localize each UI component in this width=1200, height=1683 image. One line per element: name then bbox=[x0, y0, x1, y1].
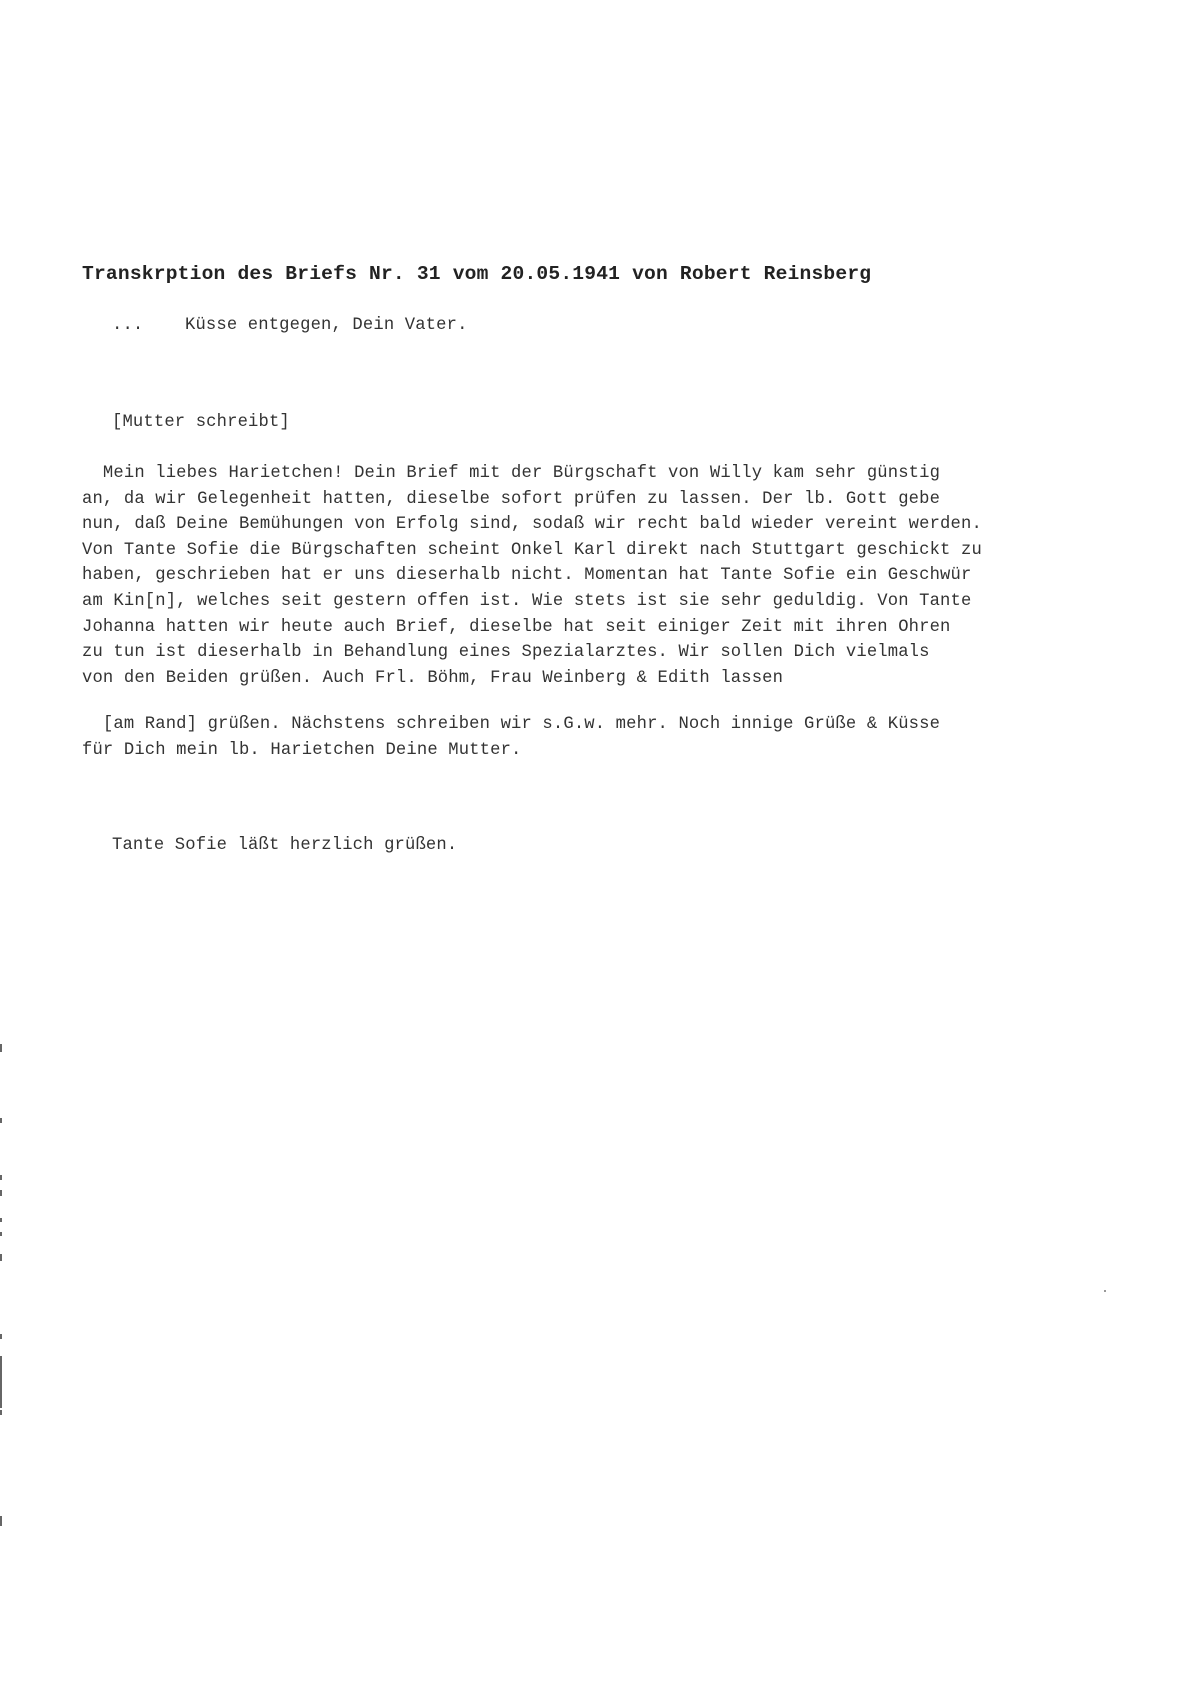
paragraph-line: Johanna hatten wir heute auch Brief, dieselbe hat seit einiger Zeit mit ihren Ohren bbox=[82, 617, 951, 637]
postscript: Tante Sofie läßt herzlich grüßen. bbox=[112, 836, 458, 855]
paragraph-line: Von Tante Sofie die Bürgschaften scheint Onkel Karl direkt nach Stuttgart geschickt zu bbox=[82, 540, 982, 560]
paragraph-line: haben, geschrieben hat er uns dieserhalb nicht. Momentan hat Tante Sofie ein Geschwür bbox=[82, 566, 972, 586]
document-title: Transkrption des Briefs Nr. 31 vom 20.05.1941 von Robert Reinsberg bbox=[82, 263, 872, 285]
scan-artifact bbox=[0, 1190, 2, 1196]
margin-paragraph bbox=[82, 712, 940, 763]
scan-artifact bbox=[0, 1118, 2, 1123]
paragraph-line: an, da wir Gelegenheit hatten, dieselbe sofort prüfen zu lassen. Der lb. Gott gebe bbox=[82, 489, 941, 509]
scan-artifact bbox=[0, 1044, 2, 1052]
paragraph-line: nun, daß Deine Bemühungen von Erfolg sind, sodaß wir recht bald wieder vereint werden. bbox=[82, 515, 982, 535]
paragraph-line: für Dich mein lb. Harietchen Deine Mutter. bbox=[82, 740, 522, 760]
paragraph-line: zu tun ist dieserhalb in Behandlung eines Spezialarztes. Wir sollen Dich vielmals bbox=[82, 643, 930, 663]
paragraph-line: Mein liebes Harietchen! Dein Brief mit der Bürgschaft von Willy kam sehr günstig bbox=[82, 464, 941, 483]
paragraph-line: von den Beiden grüßen. Auch Frl. Böhm, Frau Weinberg & Edith lassen bbox=[82, 668, 784, 688]
scan-artifact bbox=[1104, 1290, 1106, 1292]
section-marker: [Mutter schreibt] bbox=[112, 413, 290, 432]
scan-artifact bbox=[0, 1356, 2, 1408]
scan-artifact bbox=[0, 1254, 2, 1261]
father-closing-text: Küsse entgegen, Dein Vater. bbox=[185, 316, 468, 335]
paragraph-line: [am Rand] grüßen. Nächstens schreiben wir s.G.w. mehr. Noch innige Grüße & Küsse bbox=[82, 715, 941, 734]
scan-artifact bbox=[0, 1218, 2, 1222]
main-paragraph bbox=[82, 461, 982, 691]
scan-artifact bbox=[0, 1334, 2, 1339]
ellipsis: ... bbox=[112, 316, 144, 335]
scan-artifact bbox=[0, 1516, 2, 1526]
scan-artifact bbox=[0, 1410, 2, 1415]
scan-artifact bbox=[0, 1232, 2, 1236]
paragraph-line: am Kin[n], welches seit gestern offen ist. Wie stets ist sie sehr geduldig. Von Tante bbox=[82, 591, 972, 611]
scan-artifact bbox=[0, 1175, 2, 1180]
